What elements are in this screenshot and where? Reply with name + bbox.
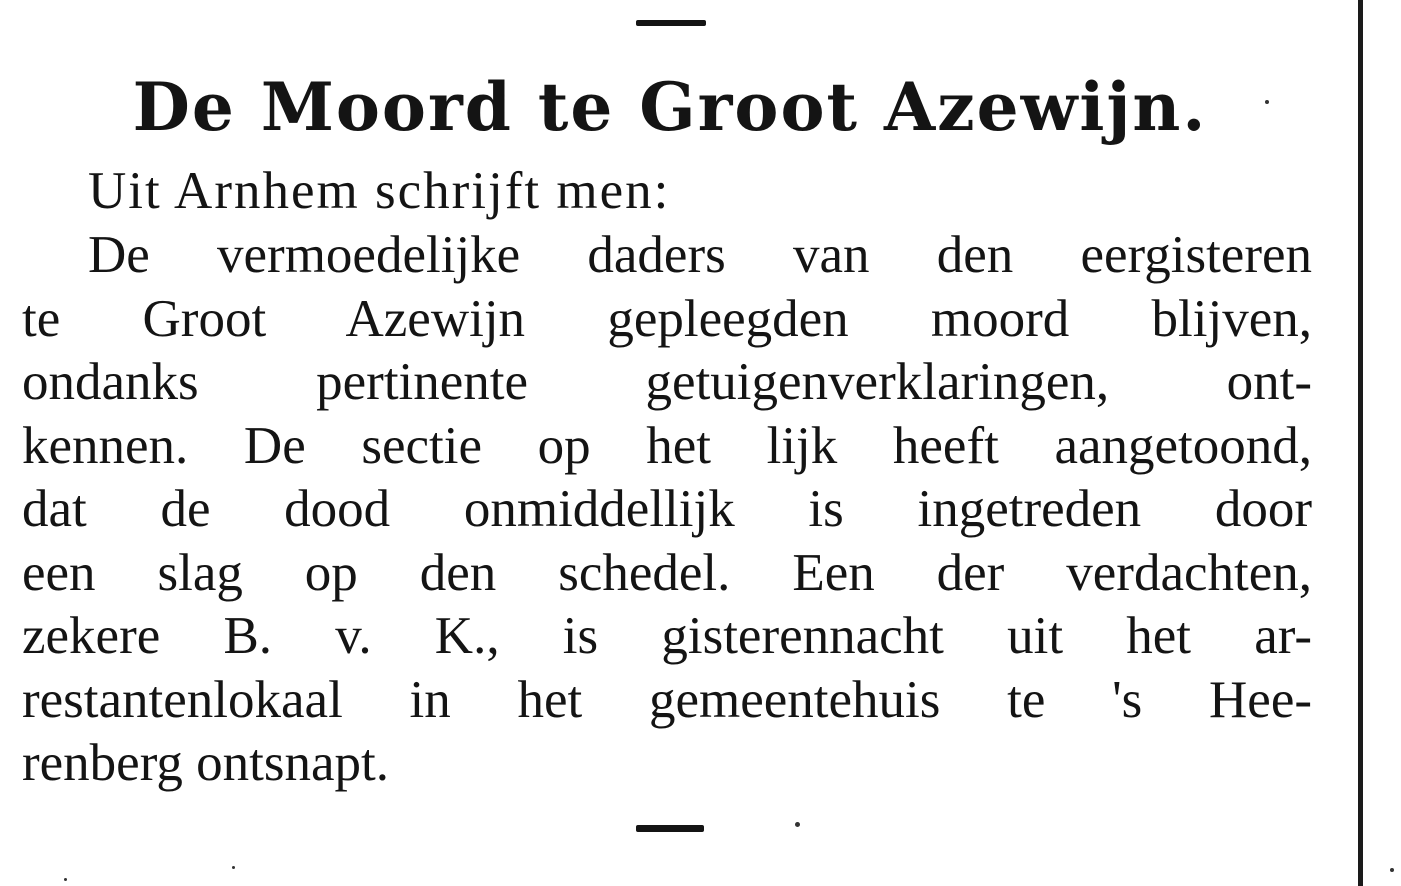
top-separator-rule bbox=[636, 20, 706, 26]
print-speck bbox=[232, 866, 235, 869]
body-line: te Groot Azewijn gepleegden moord blijven, bbox=[22, 289, 1312, 348]
print-speck bbox=[1390, 868, 1394, 872]
body-line: een slag op den schedel. Een der verdachten, bbox=[22, 543, 1312, 602]
body-line: ondanks pertinente getuigenverklaringen, ont- bbox=[22, 353, 1312, 411]
body-line: zekere B. v. K., is gisterennacht uit het ar- bbox=[22, 607, 1312, 665]
column-border-line bbox=[1358, 0, 1363, 886]
body-line: restantenlokaal in het gemeentehuis te 's Hee- bbox=[22, 670, 1312, 729]
print-speck bbox=[1265, 100, 1269, 104]
print-speck bbox=[795, 822, 800, 827]
article-headline: De Moord te Groot Azewijn. bbox=[132, 68, 1208, 146]
body-line: dat de dood onmiddellijk is ingetreden door bbox=[22, 480, 1312, 538]
article-dateline: Uit Arnhem schrijft men: bbox=[88, 162, 671, 220]
body-line: De vermoedelijke daders van den eergisteren bbox=[88, 226, 1312, 284]
bottom-separator-rule bbox=[636, 825, 704, 832]
body-line: kennen. De sectie op het lijk heeft aangetoond, bbox=[22, 416, 1312, 475]
print-speck bbox=[64, 878, 67, 881]
article-body bbox=[22, 224, 1312, 796]
body-line: renberg ontsnapt. bbox=[22, 734, 389, 792]
